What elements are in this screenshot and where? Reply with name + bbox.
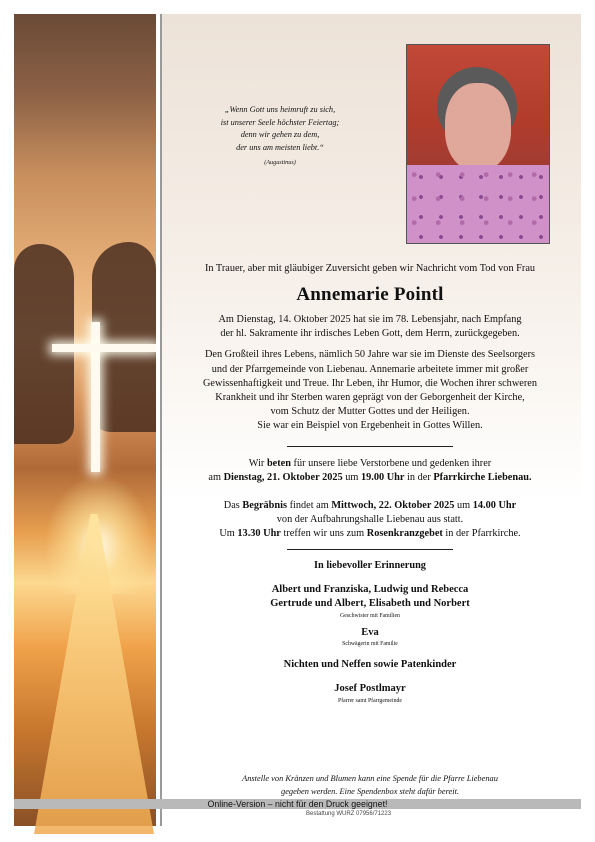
hand-right-silhouette xyxy=(92,242,156,432)
death-notice-line: Am Dienstag, 14. Oktober 2025 hat sie im 78. Lebensjahr, nach Empfang xyxy=(218,314,522,325)
mourner-names: Eva xyxy=(361,626,379,638)
main-text xyxy=(170,262,570,705)
prayer-line-2: am Dienstag, 21. Oktober 2025 um 19.00 Uhr in der Pfarrkirche Liebenau. xyxy=(208,471,532,483)
quote-author: (Augustinus) xyxy=(264,159,296,167)
funeral-line-3: Um 13.30 Uhr treffen wir uns zum Rosenkranzgebet in der Pfarrkirche. xyxy=(219,528,521,540)
life-line: vom Schutz der Mutter Gottes und der Heiligen. xyxy=(270,406,470,418)
deceased-name: Annemarie Pointl xyxy=(296,284,444,305)
mourner-group-parish xyxy=(170,682,570,705)
mourner-names: Albert und Franziska, Ludwig und Rebecca xyxy=(271,583,469,595)
portrait-face xyxy=(445,83,511,171)
mourner-group-sister-in-law xyxy=(170,626,570,649)
mourner-group-siblings xyxy=(170,583,570,620)
mourner-group-nieces xyxy=(170,658,570,673)
online-notice: Online-Version – nicht für den Druck geeignet! xyxy=(207,799,388,809)
donation-line: Anstelle von Kränzen und Blumen kann eine Spende für die Pfarre Liebenau xyxy=(242,774,498,783)
life-line: Gewissenhaftigkeit und Treue. Ihr Leben, ihr Humor, die Wochen ihrer schweren xyxy=(203,377,537,389)
separator-line xyxy=(287,549,453,550)
quote-line: der uns am meisten liebt.“ xyxy=(236,142,324,152)
mourners-heading: In liebevoller Erinnerung xyxy=(314,559,426,571)
portrait-blouse xyxy=(407,165,549,244)
funeral-line-2: von der Aufbahrungshalle Liebenau aus statt. xyxy=(276,514,464,526)
mourner-names: Josef Postlmayr xyxy=(334,683,406,695)
quote-line: „Wenn Gott uns heimruft zu sich, xyxy=(224,105,336,114)
life-line: und der Pfarrgemeinde von Liebenau. Annemarie arbeitete immer mit großer xyxy=(211,363,529,375)
death-notice-line: der hl. Sakramente ihr irdisches Leben Gott, dem Herrn, zurückgegeben. xyxy=(220,328,520,340)
quote-line: denn wir gehen zu dem, xyxy=(240,130,320,140)
cross-icon-horizontal xyxy=(52,344,156,352)
death-notice xyxy=(170,313,570,341)
donation-note xyxy=(190,773,550,798)
side-image xyxy=(14,14,156,826)
life-line: Krankheit und ihr Sterben waren geprägt von der Geborgenheit der Kirche, xyxy=(215,392,525,404)
separator-line xyxy=(287,446,453,447)
undertaker-contact: Bestattung WURZ 07956/71223 xyxy=(306,811,392,817)
funeral-info xyxy=(170,499,570,542)
life-line: Den Großteil ihres Lebens, nämlich 50 Jahre war sie im Dienste des Seelsorgers xyxy=(204,349,536,361)
prayer-info xyxy=(170,457,570,485)
mourner-relation: Pfarrer samt Pfarrgemeinde xyxy=(338,697,402,704)
prayer-line-1: Wir beten für unsere liebe Verstorbene und gedenken ihrer xyxy=(248,457,492,469)
mourner-relation: Geschwister mit Familien xyxy=(340,612,400,619)
life-text xyxy=(170,348,570,433)
quote-block xyxy=(190,104,370,170)
funeral-line-1: Das Begräbnis findet am Mittwoch, 22. Oktober 2025 um 14.00 Uhr xyxy=(223,500,517,512)
mourner-names: Nichten und Neffen sowie Patenkinder xyxy=(283,659,457,671)
life-line: Sie war ein Beispiel von Ergebenheit in Gottes Willen. xyxy=(257,420,483,432)
portrait-photo xyxy=(406,44,550,244)
donation-line: gegeben werden. Eine Spendenbox steht dafür bereit. xyxy=(281,786,459,796)
mourner-relation: Schwägerin mit Familie xyxy=(342,641,398,648)
intro-text: In Trauer, aber mit gläubiger Zuversicht geben wir Nachricht vom Tod von Frau xyxy=(204,263,536,274)
mourner-names: Gertrude und Albert, Elisabeth und Norbert xyxy=(270,598,470,610)
quote-line: ist unserer Seele höchster Feiertag; xyxy=(220,117,340,127)
